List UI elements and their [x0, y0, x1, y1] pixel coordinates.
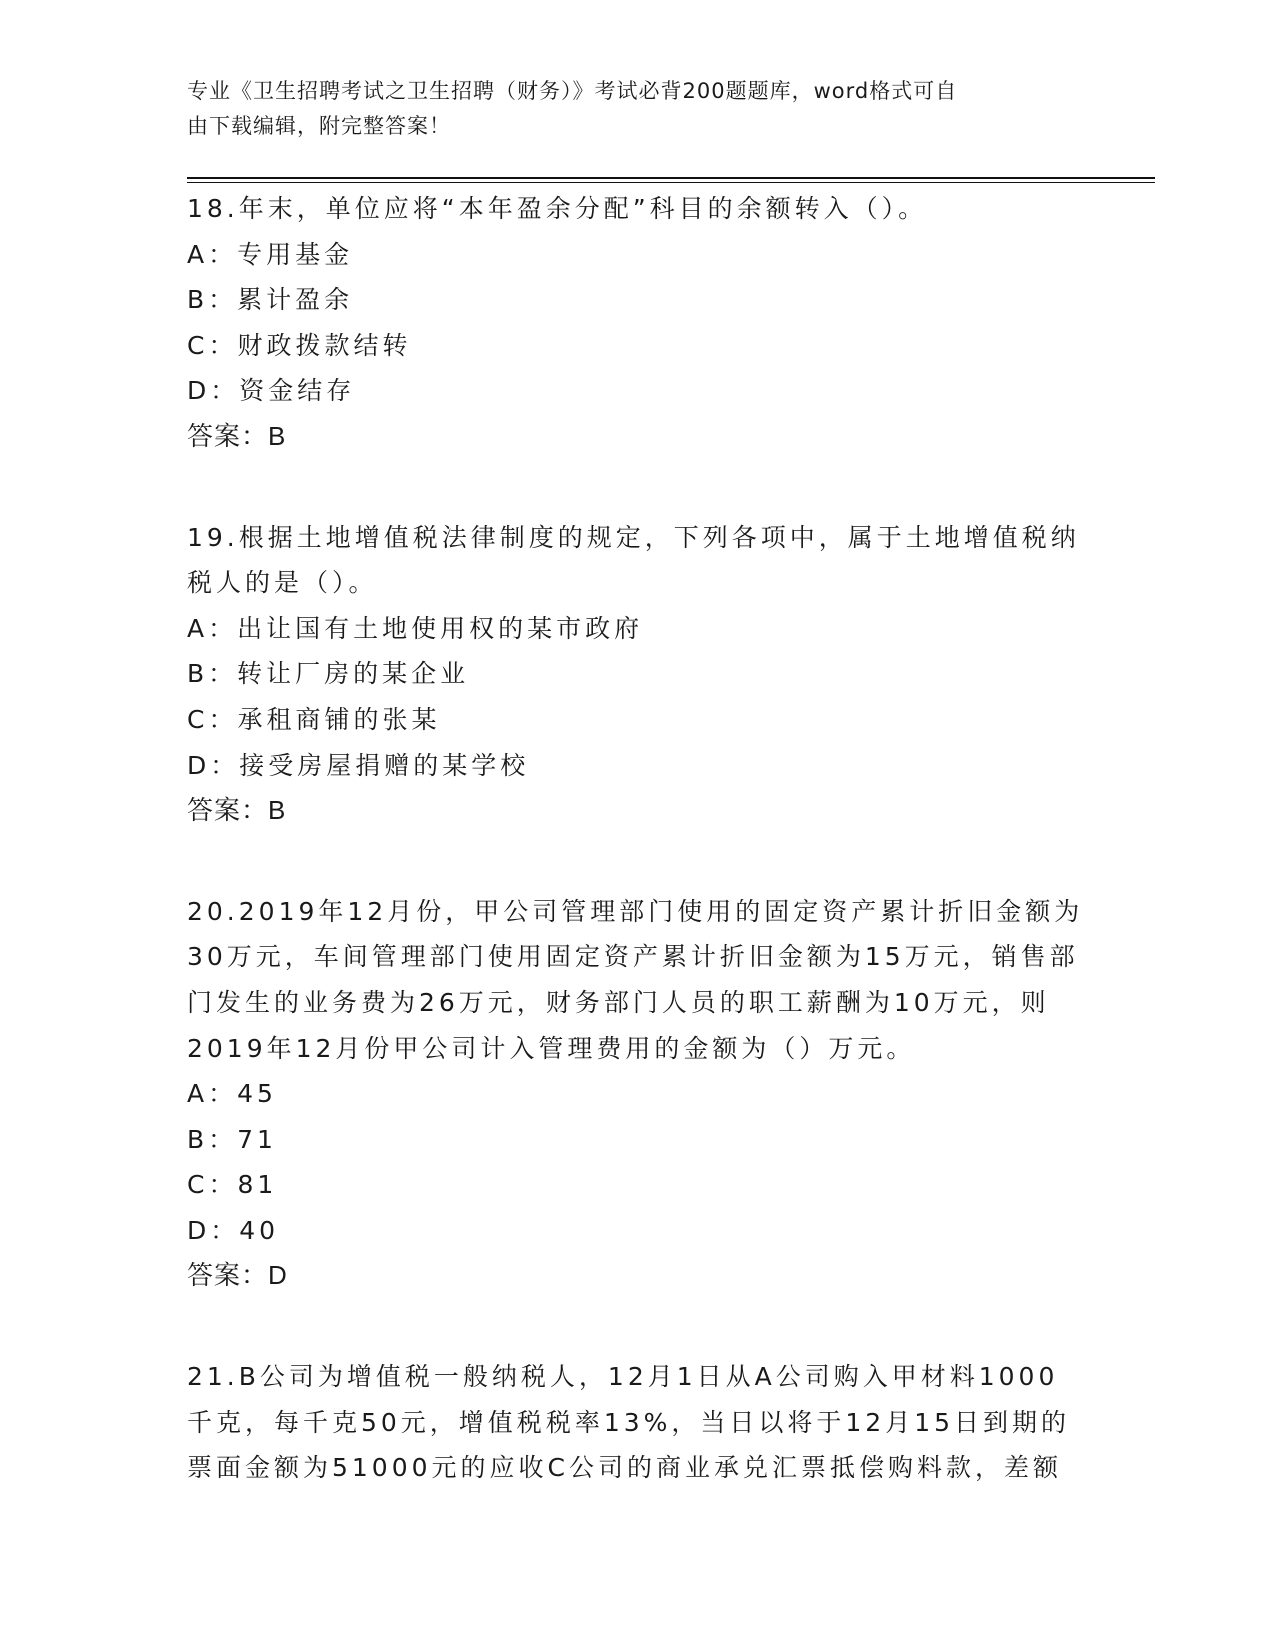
option-a: A：出让国有土地使用权的某市政府 — [187, 613, 644, 643]
question-stem: 2019年12月份甲公司计入管理费用的金额为（）万元。 — [187, 1033, 916, 1063]
header-line: 专业《卫生招聘考试之卫生招聘（财务）》考试必背200题题库，word格式可自 — [187, 79, 958, 103]
option-c: C：81 — [187, 1170, 278, 1200]
question-stem: 18.年末，单位应将“本年盈余分配”科目的余额转入（）。 — [187, 194, 928, 223]
document-header — [187, 74, 1067, 144]
question-20 — [187, 889, 1117, 1299]
option-b: B：累计盈余 — [187, 285, 354, 315]
question-18 — [187, 186, 1117, 460]
question-stem: 千克，每千克50元，增值税税率13%，当日以将于12月15日到期的 — [187, 1407, 1071, 1437]
option-b: B：转让厂房的某企业 — [187, 659, 470, 689]
option-c: C：财政拨款结转 — [187, 330, 412, 360]
header-divider-thick — [187, 177, 1155, 179]
option-b: B：71 — [187, 1124, 277, 1154]
option-d: D：40 — [187, 1215, 280, 1245]
option-a: A：45 — [187, 1079, 277, 1109]
question-stem: 门发生的业务费为26万元，财务部门人员的职工薪酬为10万元，则 — [187, 987, 1050, 1017]
header-line: 由下载编辑，附完整答案！ — [187, 114, 451, 138]
question-stem: 票面金额为51000元的应收C公司的商业承兑汇票抵偿购料款，差额 — [187, 1453, 1062, 1483]
answer: 答案：B — [187, 795, 287, 826]
question-21 — [187, 1354, 1117, 1491]
question-stem: 19.根据土地增值税法律制度的规定，下列各项中，属于土地增值税纳 — [187, 522, 1080, 552]
option-d: D：资金结存 — [187, 376, 356, 406]
question-19 — [187, 515, 1117, 834]
question-stem: 税人的是（）。 — [187, 568, 378, 598]
answer: 答案：D — [187, 1260, 288, 1291]
header-divider-thin — [187, 182, 1155, 183]
question-stem: 21.B公司为增值税一般纳税人，12月1日从A公司购入甲材料1000 — [187, 1362, 1059, 1392]
question-stem: 20.2019年12月份，甲公司管理部门使用的固定资产累计折旧金额为 — [187, 896, 1084, 926]
option-d: D：接受房屋捐赠的某学校 — [187, 750, 530, 780]
option-a: A：专用基金 — [187, 239, 354, 269]
answer: 答案：B — [187, 420, 287, 451]
option-c: C：承租商铺的张某 — [187, 704, 441, 734]
question-stem: 30万元，车间管理部门使用固定资产累计折旧金额为15万元，销售部 — [187, 942, 1079, 972]
question-list — [187, 186, 1117, 1546]
